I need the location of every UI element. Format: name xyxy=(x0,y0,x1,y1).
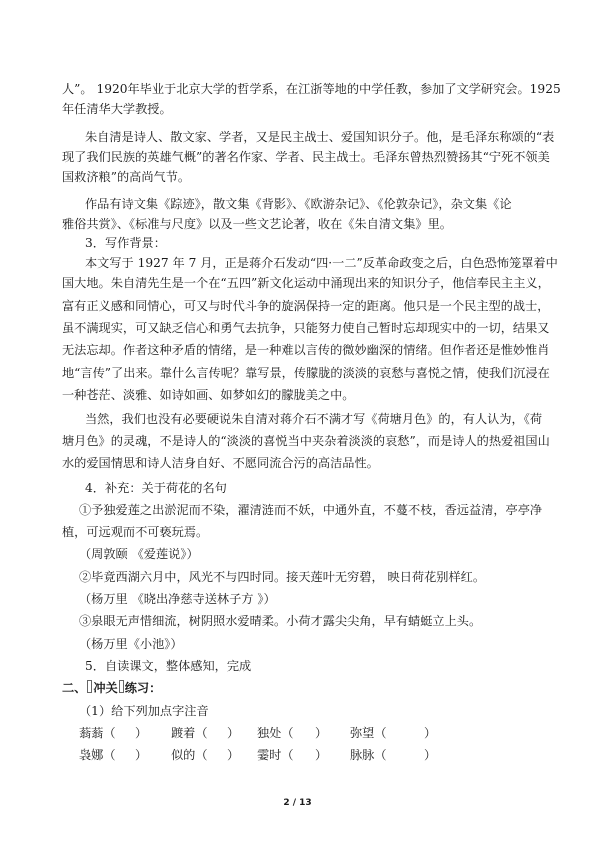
exercise-word: 霎时（ xyxy=(257,748,294,762)
exercise-word: 蓊蓊（ xyxy=(79,726,116,740)
exercise-blank[interactable]: ） xyxy=(424,726,437,740)
section-heading: 4．补充：关于荷花的名句 xyxy=(85,481,227,495)
quote-line: 植，可远观而不可亵玩焉。 xyxy=(62,525,209,539)
text-line: 地“言传”了出来。靠什么言传呢？靠写景，传朦胧的淡淡的哀愁与喜悦之情，使我们沉浸在 xyxy=(62,366,550,380)
quote-source: （杨万里《小池》） xyxy=(79,637,183,651)
quote-line: ②毕竟西湖六月中，风光不与四时同。接天莲叶无穷碧， 映日荷花别样红。 xyxy=(79,570,486,584)
text-line: 国救济粮”的高尚气节。 xyxy=(62,170,191,184)
exercise-blank[interactable]: ） xyxy=(135,748,148,762)
mark-icon xyxy=(87,680,92,693)
text-line: 年任清华大学教授。 xyxy=(62,102,172,116)
section-label: 冲关 xyxy=(93,681,118,695)
exercise-title: （1）给下列加点字注音 xyxy=(79,704,209,718)
text-line: 富有正义感和同情心，可又与时代斗争的旋涡保持一定的距离。他只是一个民主型的战士， xyxy=(62,299,550,313)
page-number: 2 / 13 xyxy=(283,798,312,808)
exercise-word: 独处（ xyxy=(257,726,294,740)
text-line: 5．自读课文，整体感知，完成 xyxy=(85,659,252,673)
text-line: 虽不满现实，可又缺乏信心和勇气去抗争，只能努力使自己暂时忘却现实中的一切，结果又 xyxy=(62,321,550,335)
exercise-blank[interactable]: ） xyxy=(315,726,328,740)
text-line: 本文写于 1927 年 7 月，正是蒋介石发动“四·一二”反革命政变之后，白色恐怖笼罩着中 xyxy=(85,256,558,270)
text-line: 塘月色》的灵魂，不是诗人的“淡淡的喜悦当中夹杂着淡淡的哀愁”，而是诗人的热爱祖国山 xyxy=(62,434,550,448)
text-line: 当然，我们也没有必要硬说朱自清对蒋介石不满才写《荷塘月色》的，有人认为，《荷 xyxy=(85,412,543,426)
quote-line: ③泉眼无声惜细流，树阴照水爱晴柔。小荷才露尖尖角，早有蜻蜓立上头。 xyxy=(79,614,482,628)
text-line: 朱自清是诗人、散文家、学者，又是民主战士、爱国知识分子。他，是毛泽东称颂的“表 xyxy=(85,130,555,144)
section-prefix: 二、 xyxy=(62,681,87,695)
text-line: 现了我们民族的英雄气概”的著名作家、学者、民主战士。毛泽东曾热烈赞扬其“宁死不领美 xyxy=(62,150,550,164)
exercise-blank[interactable]: ） xyxy=(227,726,240,740)
text-line: 作品有诗文集《踪迹》，散文集《背影》、《欧游杂记》、《伦敦杂记》，杂文集《论 xyxy=(85,197,512,211)
exercise-word: 脉脉（ xyxy=(350,748,387,762)
mark-icon xyxy=(119,680,124,693)
quote-line: ①予独爱莲之出淤泥而不染，濯清涟而不妖，中通外直，不蔓不枝，香远益清，亭亭净 xyxy=(79,503,543,517)
exercise-blank[interactable]: ） xyxy=(424,748,437,762)
exercise-word: 袅娜（ xyxy=(79,748,116,762)
text-line: 水的爱国情思和诗人洁身自好、不愿同流合污的高洁品性。 xyxy=(62,456,379,470)
exercise-word: 弥望（ xyxy=(350,726,387,740)
text-line: 雅俗共赏》、《标准与尺度》以及一些文艺论著，收在《朱自清文集》里。 xyxy=(62,217,452,231)
exercise-blank[interactable]: ） xyxy=(315,748,328,762)
section-heading: 3．写作背景： xyxy=(85,236,166,250)
exercise-word: 踱着（ xyxy=(171,726,208,740)
quote-source: （杨万里 《晓出净慈寺送林子方 》） xyxy=(79,592,276,606)
text-line: 人”。 1920年毕业于北京大学的哲学系，在江浙等地的中学任教，参加了文学研究会。1925 xyxy=(62,82,561,96)
quote-source: （周敦颐 《爱莲说》） xyxy=(79,547,199,561)
section-title xyxy=(62,680,161,696)
section-suffix: 练习： xyxy=(124,681,162,695)
text-line: 国大地。朱自清先生是一个在“五四”新文化运动中涌现出来的知识分子，他信奉民主主义， xyxy=(62,276,550,290)
exercise-blank[interactable]: ） xyxy=(227,748,240,762)
text-line: 一种苍茫、淡雅、如诗如画、如梦如幻的朦胧美之中。 xyxy=(62,388,355,402)
exercise-word: 似的（ xyxy=(171,748,208,762)
text-line: 无法忘却。作者这种矛盾的情绪，是一种难以言传的微妙幽深的情绪。但作者还是惟妙惟肖 xyxy=(62,343,550,357)
exercise-blank[interactable]: ） xyxy=(135,726,148,740)
